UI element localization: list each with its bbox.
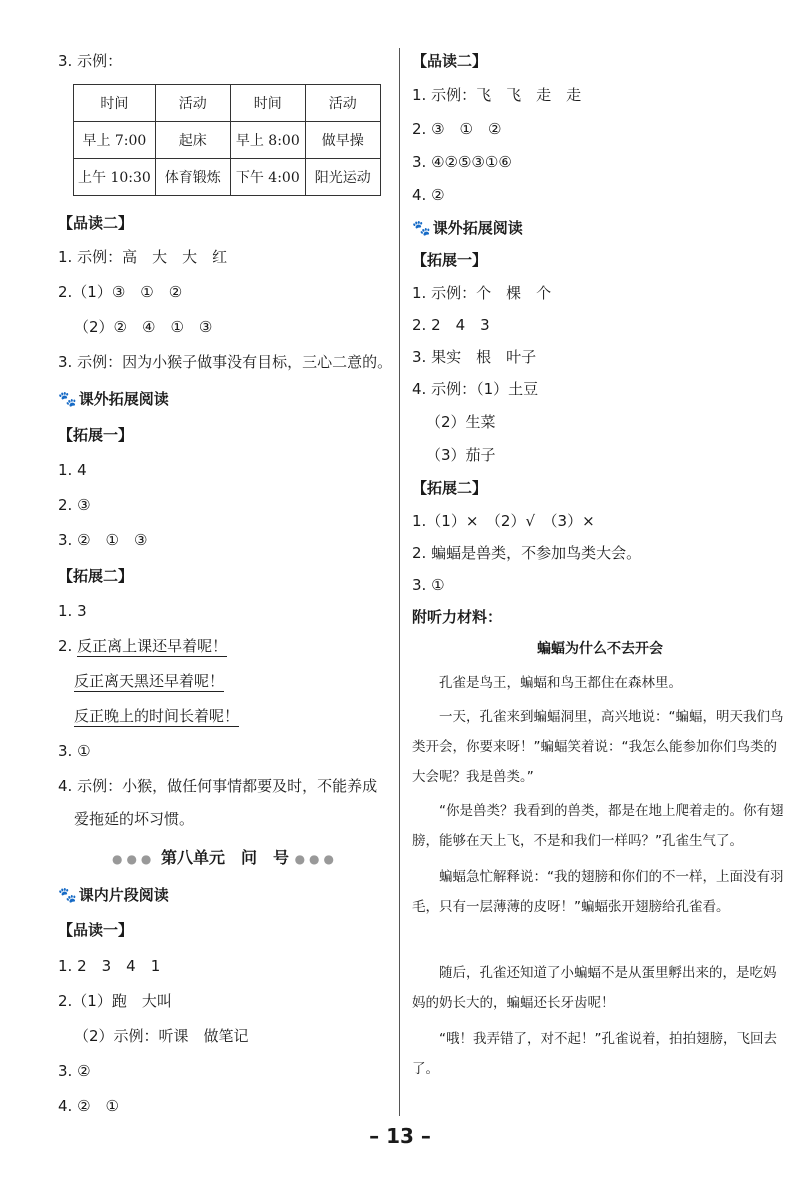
answer-line: 2.（1）跑 大叫 xyxy=(58,992,172,1010)
answer-line: 3. 示例：因为小猴子做事没有目标，三心二意的。 xyxy=(58,353,393,371)
table-cell: 体育锻炼 xyxy=(155,159,230,196)
kewai-heading xyxy=(58,388,169,410)
answer-line: 3. ① xyxy=(58,742,91,760)
underlined-answer: 反正离上课还早着呢！ xyxy=(77,637,228,655)
answer-line: 3. 果实 根 叶子 xyxy=(412,348,537,366)
answer-line: 3. ④②⑤③①⑥ xyxy=(412,153,512,171)
answer-line: 爱拖延的坏习惯。 xyxy=(74,810,195,828)
section-heading-tuozhan1: 【拓展一】 xyxy=(412,251,488,269)
answer-line: 1. 示例：高 大 大 红 xyxy=(58,248,228,266)
table-cell: 上午 10:30 xyxy=(74,159,156,196)
section-heading-tuozhan2: 【拓展二】 xyxy=(58,567,134,585)
dots-decoration: ●●● xyxy=(294,852,338,866)
answer-line: 1. 4 xyxy=(58,461,87,479)
answer-line: 1. 2 3 4 1 xyxy=(58,957,161,975)
story-paragraph: “哦！我弄错了，对不起！”孔雀说着，拍拍翅膀，飞回去了。 xyxy=(412,1031,777,1077)
table-header-cell: 活动 xyxy=(305,85,380,122)
answer-line: 4. 示例：（1）土豆 xyxy=(412,380,539,398)
table-cell: 早上 7:00 xyxy=(74,122,156,159)
answer-line: （2）② ④ ① ③ xyxy=(74,318,213,336)
table-cell: 下午 4:00 xyxy=(230,159,305,196)
story-paragraph: 一天，孔雀来到蝙蝠洞里，高兴地说：“蝙蝠，明天我们鸟类开会，你要来呀！”蝙蝠笑着说：“我怎么能参加你们鸟类的大会呢？我是兽类。” xyxy=(412,709,784,785)
answer-line: 1.（1）× （2）√ （3）× xyxy=(412,512,595,530)
answer-line: 2. 2 4 3 xyxy=(412,316,490,334)
underlined-answer: 反正晚上的时间长着呢！ xyxy=(74,707,240,725)
kewai-heading-text: 课外拓展阅读 xyxy=(78,390,169,408)
answer-line xyxy=(74,705,239,727)
table-header-row xyxy=(74,85,381,122)
answer-line: 3. ① xyxy=(412,576,445,594)
section-heading-pindu2: 【品读二】 xyxy=(412,52,488,70)
answer-line: 2. ③ xyxy=(58,496,91,514)
underlined-answer: 反正离天黑还早着呢！ xyxy=(74,672,225,690)
answer-line: 3. ② xyxy=(58,1062,91,1080)
unit-title-text: 第八单元 问 号 xyxy=(160,848,289,867)
answer-line: 4. ② ① xyxy=(58,1097,119,1115)
answer-line: （3）茄子 xyxy=(426,446,496,464)
kenei-heading-text: 课内片段阅读 xyxy=(78,886,169,904)
kewai-heading-text: 课外拓展阅读 xyxy=(432,219,523,237)
answer-line: 1. 3 xyxy=(58,602,87,620)
story-title: 蝙蝠为什么不去开会 xyxy=(537,641,663,657)
story-paragraph: 随后，孔雀还知道了小蝙蝠不是从蛋里孵出来的，是吃妈妈的奶长大的，蝙蝠还长牙齿呢！ xyxy=(412,965,777,1011)
story-paragraph: “你是兽类？我看到的兽类，都是在地上爬着走的。你有翅膀，能够在天上飞，不是和我们一样吗？”孔雀生气了。 xyxy=(412,803,784,849)
story-paragraph: 蝙蝠急忙解释说：“我的翅膀和你们的不一样，上面没有羽毛，只有一层薄薄的皮呀！”蝙蝠张开翅膀给孔雀看。 xyxy=(412,869,784,915)
item-3-label: 3. 示例： xyxy=(58,52,123,70)
paw-icon: 🐾 xyxy=(412,219,431,237)
answer-line: （2）生菜 xyxy=(426,413,496,431)
schedule-table xyxy=(73,84,381,196)
table-header-cell: 时间 xyxy=(230,85,305,122)
table-cell: 阳光运动 xyxy=(305,159,380,196)
kenei-heading xyxy=(58,884,169,906)
column-divider xyxy=(399,48,400,1116)
unit-title xyxy=(110,845,340,868)
paw-icon: 🐾 xyxy=(58,886,77,904)
answer-line: 2. 蝙蝠是兽类，不参加鸟类大会。 xyxy=(412,544,642,562)
answer-line: 4. 示例：小猴，做任何事情都要及时，不能养成 xyxy=(58,777,378,795)
answer-line: 4. ② xyxy=(412,186,445,204)
answer-number: 2. xyxy=(58,637,73,655)
table-row xyxy=(74,159,381,196)
listening-material-label: 附听力材料： xyxy=(412,608,503,626)
section-heading-tuozhan2: 【拓展二】 xyxy=(412,479,488,497)
table-row xyxy=(74,122,381,159)
table-cell: 起床 xyxy=(155,122,230,159)
kewai-heading xyxy=(412,217,523,239)
table-cell: 做早操 xyxy=(305,122,380,159)
page-number: – 13 – xyxy=(369,1124,431,1148)
answer-line: 1. 示例：个 棵 个 xyxy=(412,284,552,302)
paw-icon: 🐾 xyxy=(58,390,77,408)
answer-line xyxy=(58,635,227,657)
answer-line xyxy=(74,670,224,692)
story-paragraph: 孔雀是鸟王，蝙蝠和鸟王都住在森林里。 xyxy=(439,675,682,691)
section-heading-tuozhan1: 【拓展一】 xyxy=(58,426,134,444)
answer-line: 3. ② ① ③ xyxy=(58,531,148,549)
table-header-cell: 活动 xyxy=(155,85,230,122)
answer-line: 2. ③ ① ② xyxy=(412,120,502,138)
table-header-cell: 时间 xyxy=(74,85,156,122)
table-cell: 早上 8:00 xyxy=(230,122,305,159)
answer-line: 2.（1）③ ① ② xyxy=(58,283,183,301)
section-heading-pindu2: 【品读二】 xyxy=(58,214,134,232)
answer-line: 1. 示例：飞 飞 走 走 xyxy=(412,86,582,104)
section-heading-pindu1: 【品读一】 xyxy=(58,921,134,939)
dots-decoration: ●●● xyxy=(111,852,156,866)
answer-line: （2）示例：听课 做笔记 xyxy=(74,1027,249,1045)
